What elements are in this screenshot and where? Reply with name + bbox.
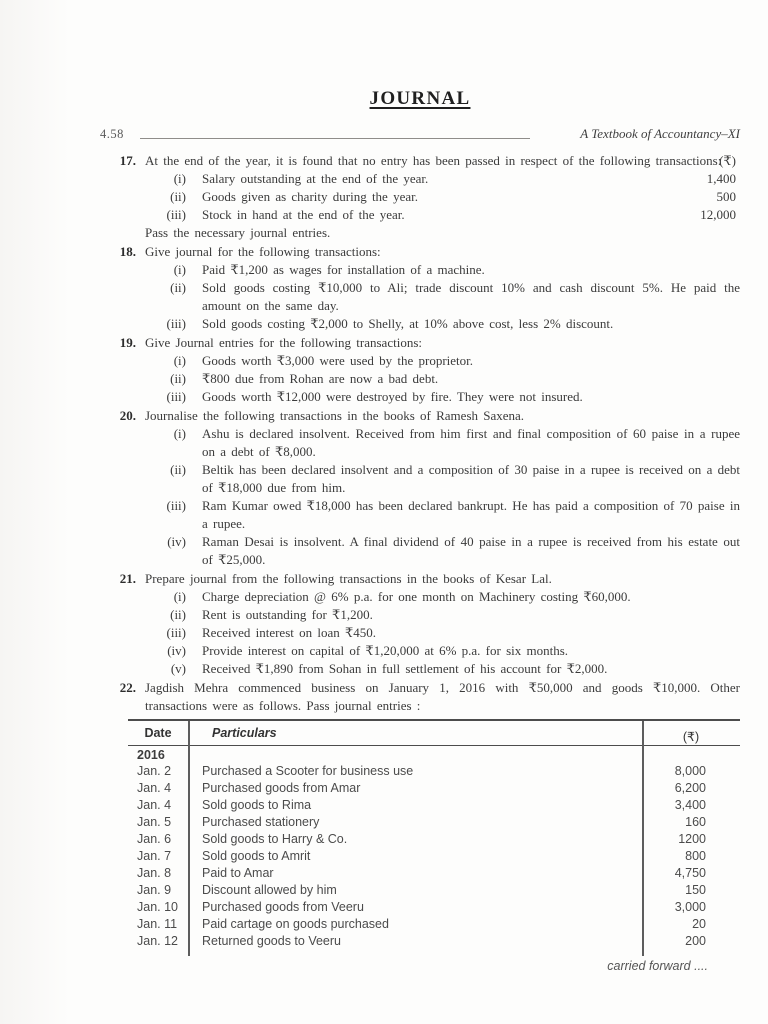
cell-date: Jan. 4	[137, 781, 172, 795]
question-21-number: 21.	[119, 571, 136, 586]
question-19-item-2	[145, 370, 740, 388]
table-row	[128, 814, 740, 831]
question-20-item-2	[145, 461, 740, 497]
cell-date: Jan. 4	[137, 798, 172, 812]
cell-date: Jan. 6	[137, 832, 172, 846]
cell-amount: 3,400	[674, 798, 706, 812]
table-row	[128, 882, 740, 899]
item-label: (i)	[173, 426, 186, 441]
cell-particulars: Returned goods to Veeru	[202, 934, 341, 948]
item-label: (ii)	[170, 189, 186, 204]
question-21-item-5	[145, 660, 740, 678]
header-rule	[140, 138, 530, 139]
cell-amount: 150	[685, 883, 706, 897]
item-label: (i)	[173, 353, 186, 368]
cell-particulars: Paid to Amar	[202, 866, 274, 880]
item-text: Stock in hand at the end of the year.	[202, 207, 405, 222]
table-header-particulars: Particulars	[212, 726, 277, 740]
table-row	[128, 848, 740, 865]
question-20	[100, 407, 740, 569]
item-text: ₹800 due from Rohan are now a bad debt.	[202, 371, 439, 386]
item-text: Salary outstanding at the end of the year.	[202, 171, 429, 186]
item-label: (i)	[173, 589, 186, 604]
page-title: JOURNAL	[369, 88, 471, 109]
question-18-intro: Give journal for the following transactions:	[145, 244, 381, 259]
cell-particulars: Purchased a Scooter for business use	[202, 764, 414, 778]
item-label: (iv)	[167, 643, 186, 658]
cell-particulars: Paid cartage on goods purchased	[202, 917, 389, 931]
question-22	[100, 679, 740, 715]
cell-particulars: Purchased stationery	[202, 815, 320, 829]
carried-forward-note: carried forward ....	[607, 959, 708, 973]
cell-amount: 6,200	[674, 781, 706, 795]
table-row	[128, 933, 740, 950]
question-17-body	[145, 152, 740, 242]
item-text: Beltik has been declared insolvent and a composition of 30 paise in a rupee is received on a debt of ₹18,000 due from him.	[202, 462, 740, 495]
item-label: (iii)	[166, 498, 186, 513]
question-17-intro-text: At the end of the year, it is found that no entry has been passed in respect of the following transactions:	[145, 153, 722, 168]
cell-particulars: Discount allowed by him	[202, 883, 337, 897]
question-17-item-2	[145, 188, 740, 206]
cell-amount: 20	[692, 917, 706, 931]
question-22-intro: Jagdish Mehra commenced business on January 1, 2016 with ₹50,000 and goods ₹10,000. Other transactions were as follows. Pass journal entries :	[145, 680, 740, 713]
cell-particulars: Sold goods to Rima	[202, 798, 312, 812]
question-17-item-3	[145, 206, 740, 224]
question-20-item-3	[145, 497, 740, 533]
question-21-body	[145, 570, 740, 678]
cell-date: Jan. 9	[137, 883, 172, 897]
question-21-item-1	[145, 588, 740, 606]
question-20-number: 20.	[119, 408, 136, 423]
table-row	[128, 797, 740, 814]
cell-amount: 4,750	[674, 866, 706, 880]
question-21-item-2	[145, 606, 740, 624]
question-19-body	[145, 334, 740, 406]
question-18-body	[145, 243, 740, 333]
cell-particulars: Purchased goods from Amar	[202, 781, 361, 795]
table-row	[128, 865, 740, 882]
item-text: Sold goods costing ₹2,000 to Shelly, at 10% above cost, less 2% discount.	[202, 316, 614, 331]
table-header-row	[128, 721, 740, 746]
cell-date: Jan. 11	[137, 917, 178, 931]
question-19-intro: Give Journal entries for the following transactions:	[145, 335, 422, 350]
page-content	[100, 0, 740, 973]
item-text: Provide interest on capital of ₹1,20,000 at 6% p.a. for six months.	[202, 643, 569, 658]
cell-amount: 8,000	[674, 764, 706, 778]
cell-date: Jan. 8	[137, 866, 172, 880]
table-header-date: Date	[144, 726, 172, 740]
table-row	[128, 916, 740, 933]
item-text: Received ₹1,890 from Sohan in full settlement of his account for ₹2,000.	[202, 661, 608, 676]
item-text: Ashu is declared insolvent. Received from him first and final composition of 60 paise in a rupee on a debt of ₹8,000.	[202, 426, 740, 459]
question-20-body	[145, 407, 740, 569]
question-22-body	[145, 679, 740, 715]
journal-table	[128, 719, 740, 956]
cell-amount: 3,000	[674, 900, 706, 914]
table-row	[128, 780, 740, 797]
item-label: (i)	[173, 262, 186, 277]
cell-date: Jan. 10	[137, 900, 179, 914]
question-17-number: 17.	[119, 153, 136, 168]
cell-date: Jan. 12	[137, 934, 179, 948]
item-label: (i)	[173, 171, 186, 186]
cell-amount: 1200	[678, 832, 706, 846]
question-21-item-3	[145, 624, 740, 642]
item-amount: 1,400	[706, 171, 736, 186]
table-header-amount: (₹)	[682, 730, 700, 744]
question-18	[100, 243, 740, 333]
cell-date: Jan. 7	[137, 849, 172, 863]
item-text: Rent is outstanding for ₹1,200.	[202, 607, 373, 622]
table-column-divider-1	[188, 721, 190, 956]
question-21	[100, 570, 740, 678]
item-label: (ii)	[170, 280, 186, 295]
cell-date: Jan. 5	[137, 815, 172, 829]
item-text: Goods given as charity during the year.	[202, 189, 418, 204]
question-18-item-2	[145, 279, 740, 315]
question-21-item-4	[145, 642, 740, 660]
question-22-number: 22.	[119, 680, 136, 695]
cell-particulars: Sold goods to Harry & Co.	[202, 832, 348, 846]
question-21-intro: Prepare journal from the following transactions in the books of Kesar Lal.	[145, 571, 552, 586]
cell-amount: 160	[685, 815, 706, 829]
item-text: Charge depreciation @ 6% p.a. for one month on Machinery costing ₹60,000.	[202, 589, 631, 604]
cell-particulars: Purchased goods from Veeru	[202, 900, 364, 914]
page-header	[100, 124, 740, 142]
book-title: A Textbook of Accountancy–XI	[580, 126, 740, 141]
item-text: Received interest on loan ₹450.	[202, 625, 377, 640]
table-column-divider-2	[642, 721, 644, 956]
question-18-number: 18.	[119, 244, 136, 259]
item-amount: 12,000	[700, 207, 736, 222]
item-label: (v)	[170, 661, 186, 676]
cell-date: Jan. 2	[137, 764, 172, 778]
currency-header: (₹)	[719, 153, 736, 168]
question-17-intro	[145, 152, 740, 170]
question-18-item-1	[145, 261, 740, 279]
question-17	[100, 152, 740, 242]
table-row	[128, 899, 740, 916]
item-text: Ram Kumar owed ₹18,000 has been declared bankrupt. He has paid a composition of 70 paise in a rupee.	[202, 498, 740, 531]
cell-amount: 800	[685, 849, 706, 863]
questions-list	[100, 152, 740, 715]
question-20-intro: Journalise the following transactions in the books of Ramesh Saxena.	[145, 408, 525, 423]
item-label: (iii)	[166, 625, 186, 640]
question-19-number: 19.	[119, 335, 136, 350]
page-number: 4.58	[100, 127, 124, 141]
table-row	[128, 831, 740, 848]
item-label: (ii)	[170, 462, 186, 477]
question-19-item-1	[145, 352, 740, 370]
item-text: Raman Desai is insolvent. A final dividend of 40 paise in a rupee is received from his estate out of ₹25,000.	[202, 534, 740, 567]
item-text: Goods worth ₹3,000 were used by the proprietor.	[202, 353, 474, 368]
item-text: Goods worth ₹12,000 were destroyed by fire. They were not insured.	[202, 389, 583, 404]
question-19-item-3	[145, 388, 740, 406]
table-year-row: 2016	[137, 748, 165, 762]
item-label: (iii)	[166, 316, 186, 331]
item-label: (ii)	[170, 371, 186, 386]
question-18-item-3	[145, 315, 740, 333]
item-label: (iii)	[166, 389, 186, 404]
cell-particulars: Sold goods to Amrit	[202, 849, 311, 863]
item-label: (iii)	[166, 207, 186, 222]
question-17-item-1	[145, 170, 740, 188]
question-17-footer: Pass the necessary journal entries.	[145, 225, 331, 240]
item-label: (ii)	[170, 607, 186, 622]
table-row	[128, 763, 740, 780]
item-amount: 500	[716, 189, 736, 204]
question-19	[100, 334, 740, 406]
cell-amount: 200	[685, 934, 706, 948]
item-text: Paid ₹1,200 as wages for installation of a machine.	[202, 262, 485, 277]
item-text: Sold goods costing ₹10,000 to Ali; trade discount 10% and cash discount 5%. He paid the amount on the same day.	[202, 280, 740, 313]
question-20-item-1	[145, 425, 740, 461]
question-20-item-4	[145, 533, 740, 569]
item-label: (iv)	[167, 534, 186, 549]
